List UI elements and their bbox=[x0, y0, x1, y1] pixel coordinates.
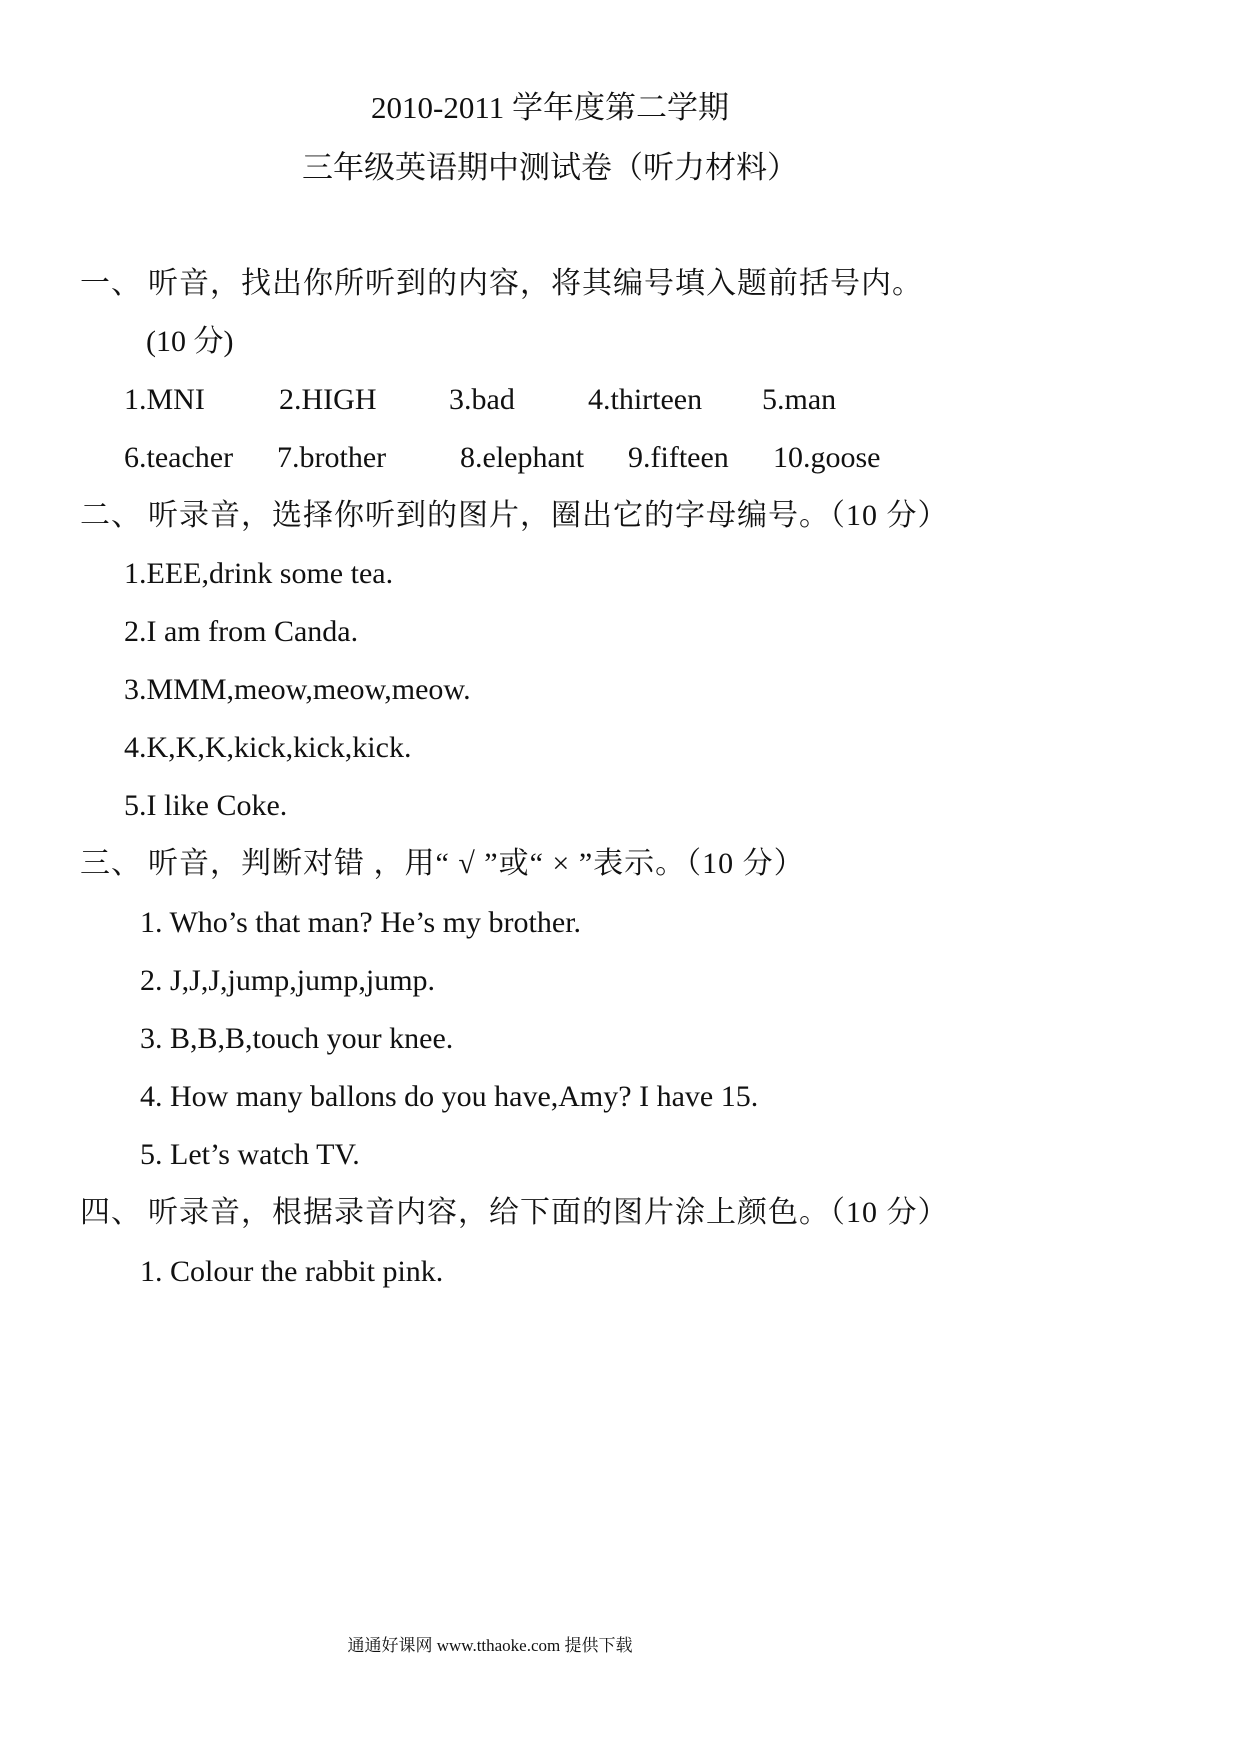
word-item: 8.elephant bbox=[460, 441, 585, 474]
section-1-points: (10 分) bbox=[146, 325, 234, 358]
section-2-item: 2.I am from Canda. bbox=[124, 615, 359, 648]
section-2-number: 二、 bbox=[80, 499, 142, 532]
section-1-number: 一、 bbox=[80, 267, 142, 300]
section-3-item: 4. How many ballons do you have,Amy? I have 15. bbox=[140, 1080, 759, 1113]
section-3-item: 5. Let’s watch TV. bbox=[140, 1138, 360, 1171]
section-1-instruction: 听音，找出你所听到的内容，将其编号填入题前括号内。 bbox=[148, 267, 923, 300]
word-item: 2.HIGH bbox=[279, 383, 377, 416]
section-2-heading bbox=[80, 496, 949, 536]
section-4-number: 四、 bbox=[80, 1196, 142, 1229]
section-2-instruction: 听录音，选择你听到的图片，圈出它的字母编号。（10 分） bbox=[148, 499, 949, 532]
section-3-item: 2. J,J,J,jump,jump,jump. bbox=[140, 964, 436, 997]
word-item: 10.goose bbox=[773, 441, 881, 474]
word-item: 6.teacher bbox=[124, 441, 234, 474]
word-item: 9.fifteen bbox=[628, 441, 729, 474]
word-item: 5.man bbox=[762, 383, 837, 416]
section-3-instruction: 听音，判断对错 ，用“ √ ”或“ × ”表示。（10 分） bbox=[148, 847, 805, 880]
word-item: 7.brother bbox=[277, 441, 387, 474]
section-3-heading bbox=[80, 844, 805, 884]
section-3-number: 三、 bbox=[80, 847, 142, 880]
document-title: 2010-2011 学年度第二学期 bbox=[371, 90, 729, 125]
word-item: 1.MNI bbox=[124, 383, 205, 416]
section-1-heading bbox=[80, 264, 923, 304]
section-2-item: 5.I like Coke. bbox=[124, 789, 288, 822]
footer-source: 通通好课网 www.tthaoke.com 提供下载 bbox=[347, 1636, 633, 1655]
section-3-item: 3. B,B,B,touch your knee. bbox=[140, 1022, 454, 1055]
section-2-item: 3.MMM,meow,meow,meow. bbox=[124, 673, 471, 706]
section-4-item: 1. Colour the rabbit pink. bbox=[140, 1255, 444, 1288]
section-4-heading bbox=[80, 1193, 949, 1233]
document-subtitle: 三年级英语期中测试卷（听力材料） bbox=[302, 150, 798, 185]
section-2-item: 1.EEE,drink some tea. bbox=[124, 557, 394, 590]
section-4-instruction: 听录音，根据录音内容，给下面的图片涂上颜色。（10 分） bbox=[148, 1196, 949, 1229]
section-2-item: 4.K,K,K,kick,kick,kick. bbox=[124, 731, 412, 764]
word-item: 3.bad bbox=[449, 383, 515, 416]
section-3-item: 1. Who’s that man? He’s my brother. bbox=[140, 906, 582, 939]
word-item: 4.thirteen bbox=[588, 383, 703, 416]
